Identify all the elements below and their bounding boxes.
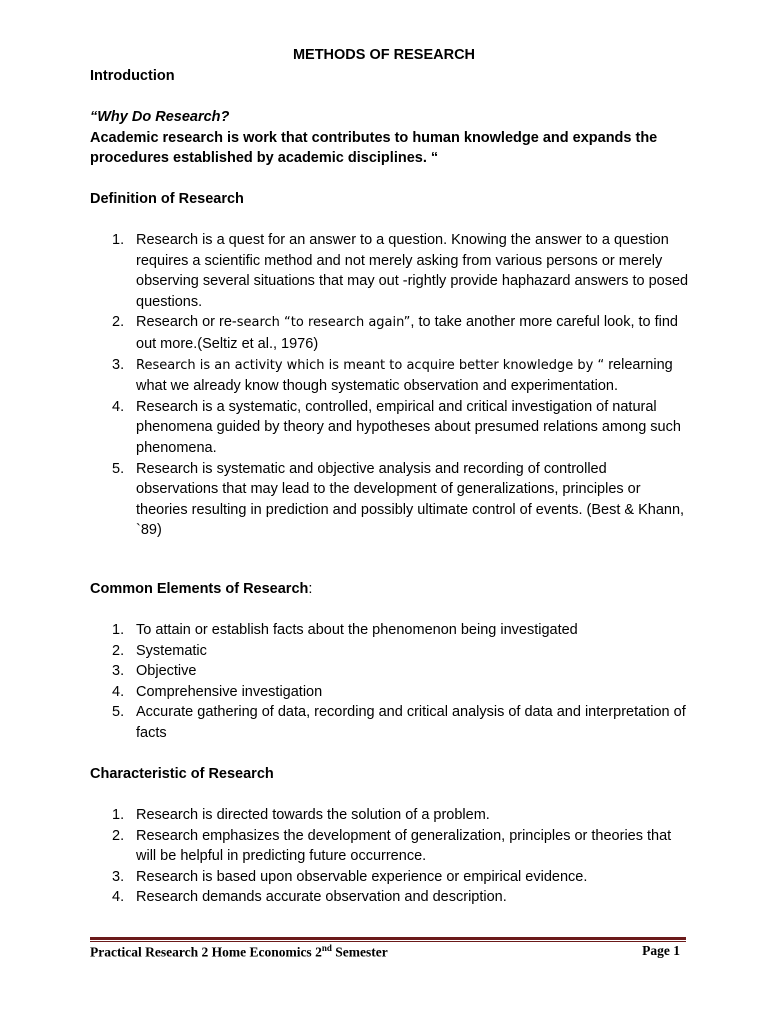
- list-item: [90, 661, 690, 682]
- item-number: 1.: [112, 622, 125, 638]
- item-text: Comprehensive investigation: [136, 683, 323, 700]
- common-elements-heading: [90, 579, 312, 600]
- characteristic-heading: Characteristic of Research: [90, 766, 274, 782]
- list-item: [90, 826, 690, 867]
- footer-course-label: [90, 943, 388, 961]
- item-number: 1.: [112, 232, 125, 248]
- item-text: Research is based upon observable experience or empirical evidence.: [136, 868, 588, 885]
- item-text-post: , to take another more careful look, to find out more.(Seltiz et al., 1976): [136, 314, 678, 352]
- item-text: Objective: [136, 663, 197, 680]
- common-elements-list: [90, 620, 690, 744]
- item-text: To attain or establish facts about the phenomenon being investigated: [136, 622, 578, 638]
- list-item: [90, 397, 690, 459]
- item-text: Research is systematic and objective analysis and recording of controlled observations that may lead to the development of generalizations, principles or theories resulting in prediction and possibly ultimate control of events. (Best & Khann, `89): [136, 460, 685, 539]
- why-text: Academic research is work that contributes to human knowledge and expands the procedures established by academic disciplines. “: [90, 129, 658, 167]
- item-text: Accurate gathering of data, recording and critical analysis of data and interpretation of facts: [136, 704, 686, 741]
- item-text: Research is directed towards the solution of a problem.: [136, 807, 490, 823]
- list-item: [90, 805, 690, 826]
- item-text-pre: Research or re-: [136, 314, 237, 331]
- why-research-block: [90, 107, 690, 169]
- item-number: 5.: [112, 704, 125, 721]
- page-title: METHODS OF RESEARCH: [292, 47, 476, 63]
- footer-divider-thick: [90, 937, 686, 940]
- item-number: 2.: [112, 827, 125, 844]
- why-question: “Why Do Research?: [90, 109, 230, 125]
- footer-divider-thin: [90, 941, 686, 942]
- definition-list: [90, 230, 690, 541]
- list-item: [90, 887, 690, 908]
- list-item: [90, 867, 690, 888]
- item-number: 4.: [112, 398, 125, 415]
- item-number: 2.: [112, 642, 125, 659]
- list-item: [90, 459, 690, 541]
- list-item: [90, 620, 690, 641]
- item-number: 5.: [112, 460, 125, 477]
- list-item: [90, 355, 690, 397]
- heading-colon: :: [308, 581, 313, 597]
- list-item: [90, 230, 690, 312]
- characteristic-list: [90, 805, 690, 908]
- item-text: Research emphasizes the development of generalization, principles or theories that will be helpful in predicting future occurrence.: [136, 827, 672, 865]
- intro-heading: Introduction: [90, 68, 175, 84]
- item-number: 3.: [112, 663, 125, 680]
- definition-heading: Definition of Research: [90, 191, 244, 207]
- item-text: Research is a quest for an answer to a question. Knowing the answer to a question requires a scientific method and not merely asking from various persons or merely observing several situations that may out -rightly provide haphazard answers to posed questions.: [136, 232, 689, 310]
- page-number: Page 1: [642, 943, 680, 958]
- common-elements-heading-text: Common Elements of Research: [90, 581, 309, 597]
- item-number: 3.: [112, 356, 125, 373]
- item-text: Research demands accurate observation and description.: [136, 889, 507, 906]
- item-text-alt: search “to research again”: [236, 315, 411, 331]
- footer-semester-text: Semester: [331, 944, 388, 960]
- item-number: 1.: [112, 807, 125, 823]
- footer-course-text: Practical Research 2 Home Economics 2: [90, 944, 322, 960]
- footer-superscript: nd: [321, 943, 332, 953]
- item-number: 3.: [112, 868, 125, 885]
- list-item: [90, 702, 690, 743]
- item-number: 2.: [112, 314, 125, 331]
- item-text: Research is a systematic, controlled, empirical and critical investigation of natural phenomena guided by theory and hypotheses about presumed relations among such phenomena.: [136, 398, 681, 456]
- item-number: 4.: [112, 889, 125, 906]
- item-text-alt: Research is an activity which is meant to acquire better knowledge by “: [136, 357, 605, 373]
- list-item: [90, 312, 690, 354]
- item-text-post: relearning what we already know though systematic observation and experimentation.: [136, 356, 673, 395]
- item-text: Systematic: [136, 642, 207, 659]
- list-item: [90, 641, 690, 662]
- list-item: [90, 682, 690, 703]
- item-number: 4.: [112, 683, 125, 700]
